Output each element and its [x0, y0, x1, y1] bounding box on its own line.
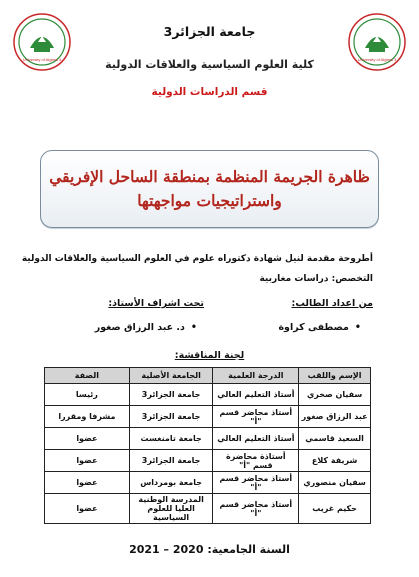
faculty-name: كلية العلوم السياسية والعلاقات الدولية [105, 58, 314, 71]
member-university: جامعة الجزائر3 [129, 450, 213, 472]
table-row [45, 428, 371, 450]
table-row [45, 472, 371, 494]
seal-text: University of Algiers 3 [357, 57, 397, 62]
member-name: سفيان منصوري [299, 472, 371, 494]
supervisor-name [95, 322, 197, 333]
supervised-by-label: تحت اشراف الأستاذ: [108, 298, 204, 309]
member-role: عضوا [45, 428, 130, 450]
header-name: الإسم واللقب [299, 368, 371, 384]
academic-year: السنة الجامعية: 2020 – 2021 [129, 543, 290, 556]
student-name [278, 322, 361, 333]
committee-heading: لجنة المناقشة: [174, 350, 245, 361]
member-degree: أستاذ التعليم العالي [213, 384, 299, 406]
seal-text: University of Algiers 3 [22, 57, 62, 62]
member-degree: أستاذ التعليم العالي [213, 428, 299, 450]
university-seal-left-icon [12, 12, 72, 72]
bullet-icon: • [354, 322, 361, 333]
university-seal-right-icon [347, 12, 407, 72]
department-name: قسم الدراسات الدولية [151, 86, 268, 98]
table-row [45, 494, 371, 524]
header-degree: الدرجة العلمية [213, 368, 299, 384]
member-university: جامعة الجزائر3 [129, 406, 213, 428]
supervisor-name-text: د. عبد الرزاق صغور [94, 322, 185, 333]
header-university: الجامعة الأصلية [129, 368, 213, 384]
member-degree: أستاذ محاضر قسم "أ" [213, 494, 299, 524]
member-degree: أستاذ محاضر قسم "أ" [213, 472, 299, 494]
member-university: جامعة الجزائر3 [129, 384, 213, 406]
thesis-specialty: التخصص: دراسات مغاربية [259, 274, 373, 284]
member-role: مشرفا ومقررا [45, 406, 130, 428]
member-degree: أستاذة محاضرة قسم "أ" [213, 450, 299, 472]
committee-table [44, 367, 371, 524]
table-header-row [45, 368, 371, 384]
table-row [45, 384, 371, 406]
member-name: عبد الرزاق صغور [299, 406, 371, 428]
member-name: السعيد قاسمي [299, 428, 371, 450]
thesis-title-line-2: واستراتيجيات مواجهتها [137, 191, 282, 210]
table-row [45, 450, 371, 472]
member-role: رئيسا [45, 384, 130, 406]
table-row [45, 406, 371, 428]
member-degree: أستاذ محاضر قسم "أ" [213, 406, 299, 428]
header-role: الصفة [45, 368, 130, 384]
member-university: جامعة تامنغست [129, 428, 213, 450]
member-role: عضوا [45, 450, 130, 472]
member-name: سفيان صخري [299, 384, 371, 406]
member-name: شريفة كلاع [299, 450, 371, 472]
thesis-title-box [40, 150, 379, 228]
thesis-title-line-1: ظاهرة الجريمة المنظمة بمنطقة الساحل الإفريقي [49, 167, 370, 186]
member-role: عضوا [45, 494, 130, 524]
prepared-by-label: من اعداد الطالب: [291, 298, 373, 309]
bullet-icon: • [190, 322, 197, 333]
member-role: عضوا [45, 472, 130, 494]
university-name: جامعة الجزائر3 [163, 24, 256, 39]
member-university: جامعة بومرداس [129, 472, 213, 494]
member-name: حكيم غريب [299, 494, 371, 524]
thesis-description: أطروحة مقدمة لنيل شهادة دكتوراه علوم في العلوم السياسية والعلاقات الدولية [21, 254, 373, 264]
student-name-text: مصطفى كراوة [278, 322, 349, 333]
member-university: المدرسة الوطنية العليا للعلوم السياسية [129, 494, 213, 524]
